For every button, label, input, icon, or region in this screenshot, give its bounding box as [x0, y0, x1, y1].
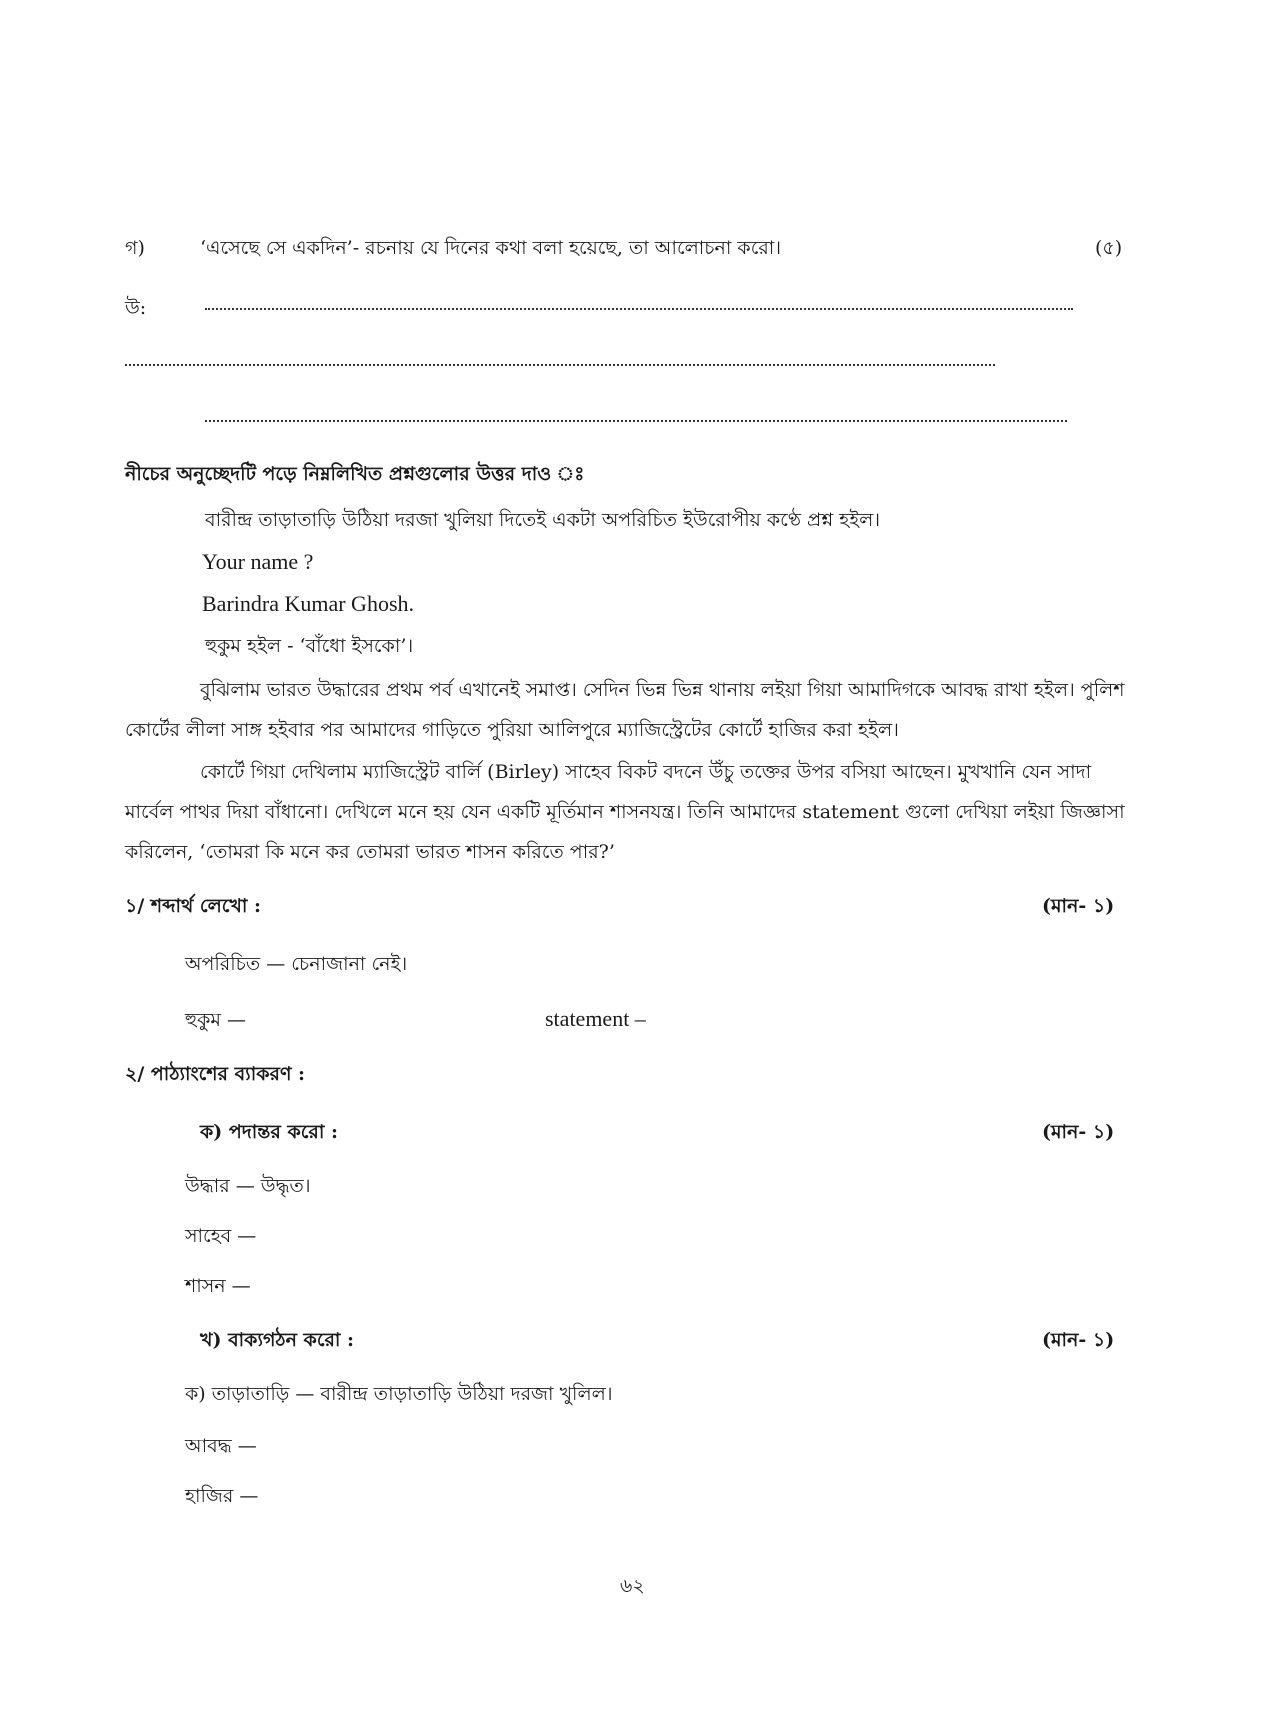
q2-ka-item-1: উদ্ধার — উদ্ধৃত।: [185, 1175, 311, 1197]
q1-heading: ১/ শব্দার্থ লেখো :: [125, 895, 262, 917]
passage-paragraph-2: কোর্টে গিয়া দেখিলাম ম্যাজিস্ট্রেট বার্লি (Birley) সাহেব বিকট বদনে উঁচু তক্তের উপর বসিয়া আছেন। মুখখানি যেন সাদা মার্বেল পাথর দিয়া বাঁধানো। দেখিলে মনে হয় যেন একটি মূর্তিমান শাসনযন্ত্র। তিনি আমাদের statement গুলো দেখিয়া লইয়া জিজ্ঞাসা করিলেন, ‘তোমরা কি মনে কর তোমরা ভারত শাসন করিতে পার?’: [125, 761, 1125, 863]
q2-ka-marks: (মান- ১): [1042, 1121, 1115, 1143]
answer-line-1[interactable]: [205, 308, 1073, 310]
q1-item-3: statement –: [545, 1006, 646, 1031]
q2-heading: ২/ পাঠ্যাংশের ব্যাকরণ :: [125, 1063, 306, 1085]
passage-line-4: হুকুম হইল - ‘বাঁধো ইসকো’।: [205, 635, 414, 657]
answer-line-3[interactable]: [205, 420, 1067, 422]
passage-instruction: নীচের অনুচ্ছেদটি পড়ে নিম্নলিখিত প্রশ্নগুলোর উত্তর দাও ঃ: [125, 463, 585, 485]
q2-ka-heading: ক) পদান্তর করো :: [200, 1121, 338, 1143]
q1-item-2: হুকুম —: [185, 1009, 247, 1031]
q2-kha-heading: খ) বাক্যগঠন করো :: [200, 1329, 355, 1351]
q2-ka-item-2: সাহেব —: [185, 1225, 257, 1247]
passage-line-1: বারীন্দ্র তাড়াতাড়ি উঠিয়া দরজা খুলিয়া দিতেই একটা অপরিচিত ইউরোপীয় কণ্ঠে প্রশ্ন হইল।: [205, 509, 881, 531]
passage-line-3: Barindra Kumar Ghosh.: [202, 591, 415, 616]
answer-label: উ:: [125, 297, 147, 319]
q2-kha-item-2: আবদ্ধ —: [185, 1435, 257, 1457]
q1-item-1: অপরিচিত — চেনাজানা নেই।: [185, 953, 408, 975]
question-marks: (৫): [1095, 237, 1123, 259]
q1-marks: (মান- ১): [1042, 895, 1115, 917]
question-number: গ): [125, 237, 145, 259]
answer-line-2[interactable]: [125, 364, 995, 366]
passage-line-2: Your name ?: [202, 549, 314, 574]
q2-kha-item-3: হাজির —: [185, 1485, 259, 1507]
question-text: ‘এসেছে সে একদিন’- রচনায় যে দিনের কথা বলা হয়েছে, তা আলোচনা করো।: [200, 237, 782, 259]
q2-ka-item-3: শাসন —: [185, 1275, 251, 1297]
q2-kha-item-1: ক) তাড়াতাড়ি — বারীন্দ্র তাড়াতাড়ি উঠিয়া দরজা খুলিল।: [185, 1383, 613, 1405]
passage-paragraph-1: বুঝিলাম ভারত উদ্ধারের প্রথম পর্ব এখানেই সমাপ্ত। সেদিন ভিন্ন ভিন্ন থানায় লইয়া গিয়া আমাদিগকে আবদ্ধ রাখা হইল। পুলিশ কোর্টের লীলা সাঙ্গ হইবার পর আমাদের গাড়িতে পুরিয়া আলিপুরে ম্যাজিস্ট্রেটের কোর্টে হাজির করা হইল।: [125, 679, 1125, 741]
page-number: ৬২: [620, 1575, 645, 1597]
q2-kha-marks: (মান- ১): [1042, 1329, 1115, 1351]
